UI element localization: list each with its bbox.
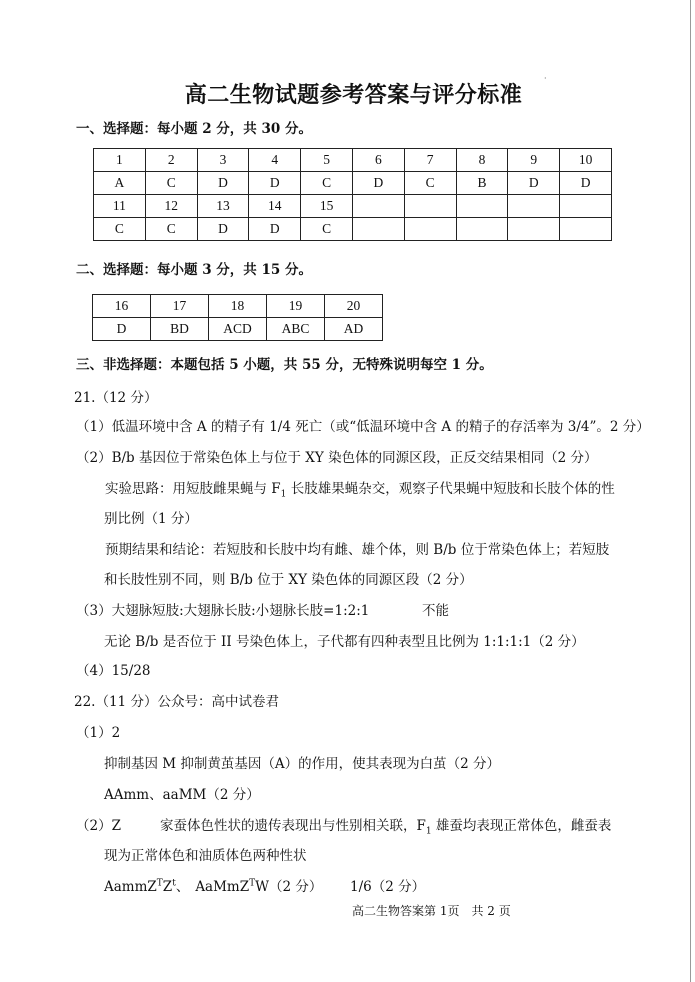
q22-part2-ratio: 1/6（2 分）: [350, 879, 426, 895]
answer-table-1-cell: 12: [145, 195, 197, 218]
answer-table-1-cell: D: [197, 172, 249, 195]
answer-table-2-cell: 16: [93, 295, 151, 318]
answer-table-1-cell: [456, 195, 508, 218]
q21-part3: （3）大翅脉短肢:大翅脉长肢:小翅脉长肢=1:2:1: [76, 603, 370, 619]
answer-table-1-cell: 5: [301, 149, 353, 172]
answer-table-1-cell: D: [249, 172, 301, 195]
answer-table-1-cell: D: [249, 218, 301, 241]
answer-table-1-cell: [560, 218, 612, 241]
answer-table-2-cell: AD: [325, 318, 383, 341]
q21-idea-sub: 1: [280, 489, 287, 500]
q22-part1-reason: 抑制基因 M 抑制黄茧基因（A）的作用，使其表现为白茧（2 分）: [104, 756, 501, 772]
answer-table-1-cell: C: [301, 172, 353, 195]
answer-table-1-cell: [404, 195, 456, 218]
q21-idea-text-b: 长肢雄果蝇杂交，观察子代果蝇中短肢和长肢个体的性: [286, 481, 615, 497]
answer-table-1-row: [94, 218, 612, 241]
answer-table-1-cell: B: [456, 172, 508, 195]
section3-heading: 三、非选择题：本题包括 5 小题，共 55 分，无特殊说明每空 1 分。: [76, 357, 493, 373]
q22-header: 22.（11 分）公众号：高中试卷君: [74, 694, 279, 710]
q22-part2-genotypes: [104, 879, 322, 895]
q21-part3-answer: 不能: [422, 603, 449, 619]
answer-table-1-cell: 15: [301, 195, 353, 218]
answer-table-2: [92, 294, 383, 341]
answer-table-1-cell: A: [94, 172, 146, 195]
answer-table-1-row: [94, 149, 612, 172]
answer-table-1-cell: C: [301, 218, 353, 241]
q21-part2-prediction: 预期结果和结论：若短肢和长肢中均有雌、雄个体，则 B/b 位于常染色体上；若短肢: [105, 542, 610, 558]
q21-part2-idea-cont: 别比例（1 分）: [104, 511, 198, 527]
q21-header: 21.（12 分）: [74, 390, 158, 406]
answer-table-1-cell: [352, 218, 404, 241]
answer-table-1-cell: 8: [456, 149, 508, 172]
answer-table-1-cell: [352, 195, 404, 218]
q21-part1: （1）低温环境中含 A 的精子有 1/4 死亡（或“低温环境中含 A 的精子的存活率为 3/4”。2 分）: [76, 419, 650, 435]
answer-table-1-cell: C: [94, 218, 146, 241]
page-title: [0, 78, 695, 109]
section1-heading: 一、选择题：每小题 2 分，共 30 分。: [76, 121, 312, 137]
page-footer: 高二生物答案第 1页 共 2 页: [352, 904, 511, 918]
answer-table-1-cell: C: [145, 172, 197, 195]
genotype1-mid: Z: [162, 879, 173, 895]
q22-text-a: 家蚕体色性状的遗传表现出与性别相关联，F: [160, 818, 426, 834]
answer-table-1-cell: 1: [94, 149, 146, 172]
answer-table-1-cell: [508, 218, 560, 241]
answer-table-1-cell: [456, 218, 508, 241]
answer-table-1-cell: C: [145, 218, 197, 241]
genotype-separator: 、: [175, 879, 190, 895]
answer-table-1-cell: [560, 195, 612, 218]
q22-text-b: 雄蚕均表现正常体色，雌蚕表: [431, 818, 612, 834]
q21-part4: （4）15/28: [76, 663, 151, 679]
q22-part2-text: [160, 818, 612, 837]
answer-table-2-row: [93, 318, 383, 341]
answer-table-1-cell: [508, 195, 560, 218]
genotype1-base: AammZ: [104, 879, 157, 895]
answer-table-1-cell: 2: [145, 149, 197, 172]
genotype1-sup2: t: [172, 878, 176, 889]
genotype1-sup1: T: [156, 878, 163, 889]
answer-table-1: [93, 148, 612, 241]
answer-table-1-cell: 4: [249, 149, 301, 172]
q22-part1: （1）2: [76, 725, 121, 741]
answer-table-1-cell: 11: [94, 195, 146, 218]
scan-mark: ·: [544, 74, 547, 83]
answer-table-1-cell: D: [352, 172, 404, 195]
answer-table-1-cell: D: [508, 172, 560, 195]
answer-table-2-cell: 18: [209, 295, 267, 318]
answer-table-1-cell: D: [560, 172, 612, 195]
answer-table-2-cell: 20: [325, 295, 383, 318]
answer-table-1-cell: 13: [197, 195, 249, 218]
q21-part2-prediction-cont: 和长肢性别不同，则 B/b 位于 XY 染色体的同源区段（2 分）: [104, 572, 473, 588]
q21-part2: （2）B/b 基因位于常染色体上与位于 XY 染色体的同源区段，正反交结果相同（2 分）: [76, 450, 598, 466]
answer-table-2-cell: D: [93, 318, 151, 341]
answer-table-2-cell: 19: [267, 295, 325, 318]
answer-table-2-cell: ACD: [209, 318, 267, 341]
q21-part3-reason: 无论 B/b 是否位于 II 号染色体上，子代都有四种表型且比例为 1:1:1:1（2 分）: [104, 634, 585, 650]
answer-table-1-cell: D: [197, 218, 249, 241]
q22-text-sub: 1: [425, 826, 432, 837]
q21-idea-text-a: 实验思路：用短肢雌果蝇与 F: [105, 481, 281, 497]
page-title-text: 高二生物试题参考答案与评分标准: [184, 82, 523, 108]
answer-table-1-cell: 9: [508, 149, 560, 172]
answer-table-2-cell: 17: [151, 295, 209, 318]
q22-part2-cont: 现为正常体色和油质体色两种性状: [104, 848, 307, 864]
genotype2-base: AaMmZ: [195, 879, 250, 895]
answer-table-2-cell: ABC: [267, 318, 325, 341]
answer-table-1-row: [94, 172, 612, 195]
section2-heading: 二、选择题：每小题 3 分，共 15 分。: [76, 262, 312, 278]
answer-table-1-cell: 14: [249, 195, 301, 218]
answer-table-1-row: [94, 195, 612, 218]
answer-table-1-cell: 3: [197, 149, 249, 172]
page-edge-line: [690, 0, 691, 982]
answer-table-2-cell: BD: [151, 318, 209, 341]
genotype2-sup: T: [249, 878, 256, 889]
answer-table-1-cell: 7: [404, 149, 456, 172]
answer-table-1-cell: 6: [352, 149, 404, 172]
q22-part1-genotypes: AAmm、aaMM（2 分）: [104, 787, 260, 803]
answer-table-2-row: [93, 295, 383, 318]
q22-part2-label: （2）Z: [76, 818, 121, 834]
genotype2-tail: W（2 分）: [255, 879, 323, 895]
answer-table-1-cell: [404, 218, 456, 241]
answer-table-1-cell: 10: [560, 149, 612, 172]
q21-part2-idea: [105, 481, 615, 500]
answer-table-1-cell: C: [404, 172, 456, 195]
